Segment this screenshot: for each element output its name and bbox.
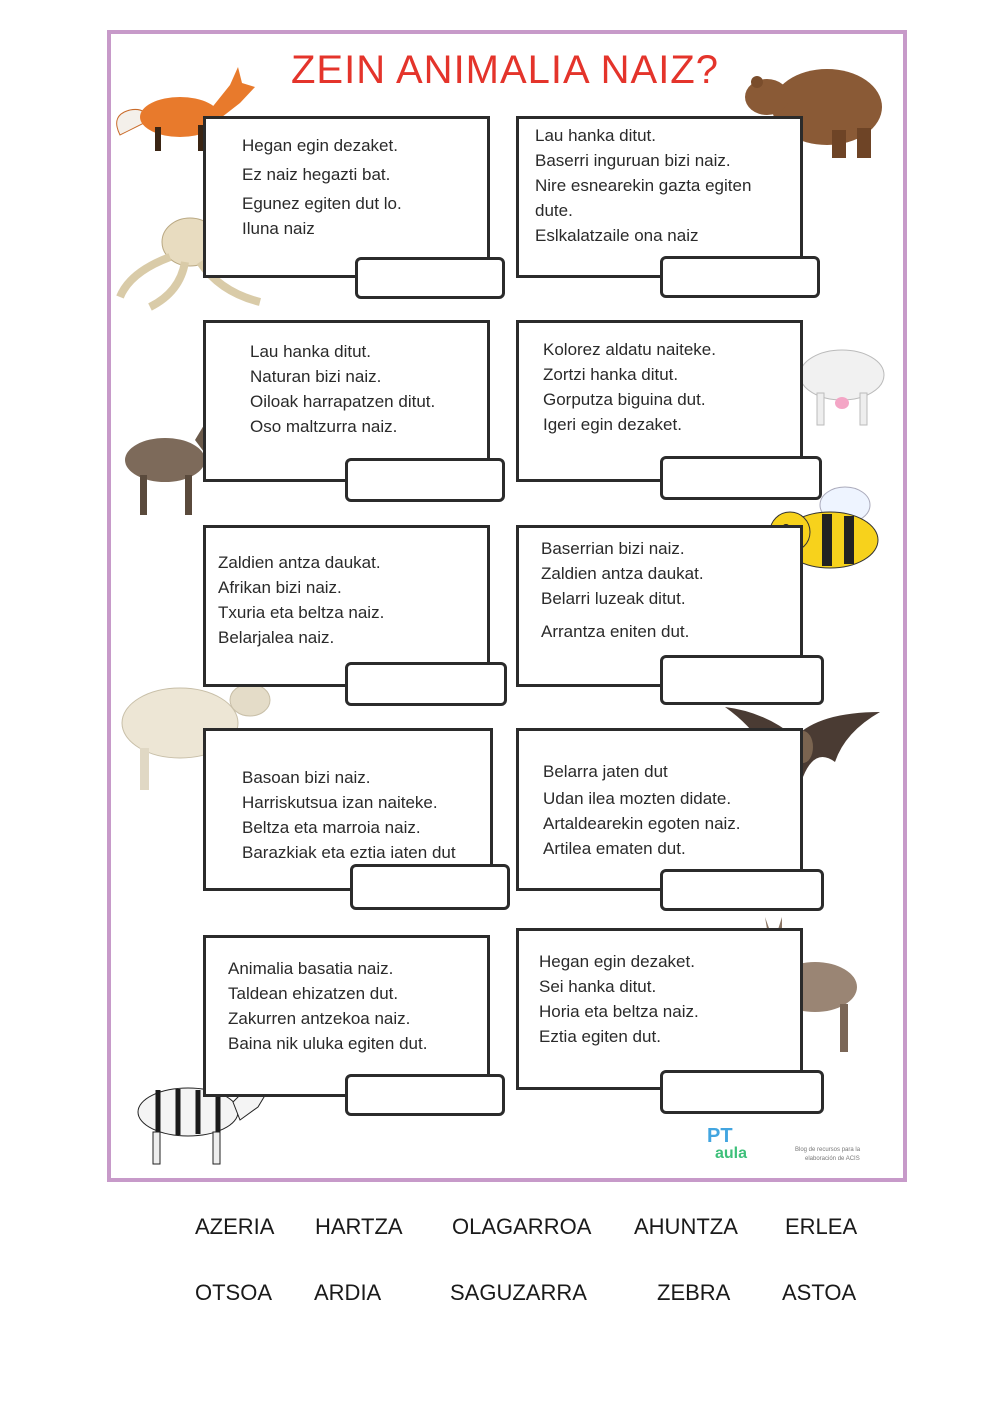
riddle-line: Zaldien antza daukat. — [218, 553, 381, 572]
riddle-line: Arrantza eniten dut. — [541, 622, 690, 641]
page-title: ZEIN ANIMALIA NAIZ? — [290, 48, 719, 92]
riddle-line: Udan ilea mozten didate. — [543, 789, 732, 808]
riddle-card-1 — [203, 116, 490, 278]
word-bank-row-2 — [0, 1280, 1000, 1310]
riddle-line: Animalia basatia naiz. — [228, 959, 394, 978]
riddle-line: Baserri inguruan bizi naiz. — [535, 151, 731, 170]
word-zebra: ZEBRA — [657, 1280, 731, 1305]
riddle-line: Belarra jaten dut — [543, 762, 668, 781]
logo-note-2: elaboración de ACIS — [805, 1156, 860, 1162]
riddle-line: Oiloak harrapatzen ditut. — [250, 392, 436, 411]
riddle-line: Igeri egin dezaket. — [543, 415, 682, 434]
word-saguzarra: SAGUZARRA — [450, 1280, 587, 1305]
riddle-line: Zaldien antza daukat. — [541, 564, 704, 583]
riddle-line: Zortzi hanka ditut. — [543, 365, 679, 384]
word-erlea: ERLEA — [785, 1214, 858, 1239]
riddle-line: Harriskutsua izan naiteke. — [242, 793, 438, 812]
answer-box-9[interactable] — [345, 1074, 505, 1116]
riddle-line: Beltza eta marroia naiz. — [242, 818, 421, 837]
logo-brand: PT — [707, 1125, 733, 1147]
answer-box-1[interactable] — [355, 257, 505, 299]
riddle-line: Eztia egiten dut. — [539, 1027, 661, 1046]
word-bank-row-1 — [0, 1214, 1000, 1244]
answer-box-8[interactable] — [660, 869, 824, 911]
answer-box-7[interactable] — [350, 864, 510, 910]
riddle-line: Afrikan bizi naiz. — [218, 578, 342, 597]
word-olagarroa: OLAGARROA — [452, 1214, 592, 1239]
riddle-line: Lau hanka ditut. — [535, 126, 656, 145]
riddle-line: Horia eta beltza naiz. — [539, 1002, 699, 1021]
riddle-line: Hegan egin dezaket. — [242, 136, 398, 155]
riddle-line: Sei hanka ditut. — [539, 977, 657, 996]
riddle-line: Artilea ematen dut. — [543, 839, 686, 858]
answer-box-3[interactable] — [345, 458, 505, 502]
riddle-line: Iluna naiz — [242, 219, 315, 238]
answer-box-5[interactable] — [345, 662, 507, 706]
riddle-line: Baina nik uluka egiten dut. — [228, 1034, 428, 1053]
riddle-line: Naturan bizi naiz. — [250, 367, 382, 386]
answer-box-4[interactable] — [660, 456, 822, 500]
riddle-line: Taldean ehizatzen dut. — [228, 984, 399, 1003]
riddle-line: Egunez egiten dut lo. — [242, 194, 402, 213]
riddle-line: Zakurren antzekoa naiz. — [228, 1009, 411, 1028]
riddle-card-8 — [516, 728, 803, 891]
riddle-line: Txuria eta beltza naiz. — [218, 603, 385, 622]
answer-box-2[interactable] — [660, 256, 820, 298]
riddle-line: Basoan bizi naiz. — [242, 768, 371, 787]
logo-note-1: Blog de recursos para la — [795, 1147, 861, 1153]
riddle-line: Kolorez aldatu naiteke. — [543, 340, 716, 359]
riddle-line: Oso maltzurra naiz. — [250, 417, 398, 436]
word-ardia: ARDIA — [314, 1280, 382, 1305]
riddle-card-9 — [203, 935, 490, 1097]
word-otsoa: OTSOA — [195, 1280, 273, 1305]
riddle-line: Hegan egin dezaket. — [539, 952, 695, 971]
word-hartza: HARTZA — [315, 1214, 403, 1239]
word-azeria: AZERIA — [195, 1214, 275, 1239]
answer-box-10[interactable] — [660, 1070, 824, 1114]
ptaula-logo — [705, 1125, 905, 1170]
riddle-line: Gorputza biguina dut. — [543, 390, 706, 409]
riddle-line: Belarjalea naiz. — [218, 628, 335, 647]
riddle-line: Nire esnearekin gazta egiten — [535, 176, 752, 195]
riddle-line: Artaldearekin egoten naiz. — [543, 814, 741, 833]
answer-box-6[interactable] — [660, 655, 824, 705]
word-astoa: ASTOA — [782, 1280, 857, 1305]
riddle-line: Belarri luzeak ditut. — [541, 589, 686, 608]
logo-brand-2: aula — [715, 1145, 748, 1162]
riddle-line: Lau hanka ditut. — [250, 342, 371, 361]
riddle-line: Barazkiak eta eztia iaten dut — [242, 843, 456, 862]
riddle-line: dute. — [535, 201, 573, 220]
riddle-line: Eslkalatzaile ona naiz — [535, 226, 699, 245]
word-ahuntza: AHUNTZA — [634, 1214, 738, 1239]
riddle-line: Baserrian bizi naiz. — [541, 539, 685, 558]
riddle-card-10 — [516, 928, 803, 1090]
riddle-card-2 — [516, 116, 803, 278]
riddle-line: Ez naiz hegazti bat. — [242, 165, 391, 184]
